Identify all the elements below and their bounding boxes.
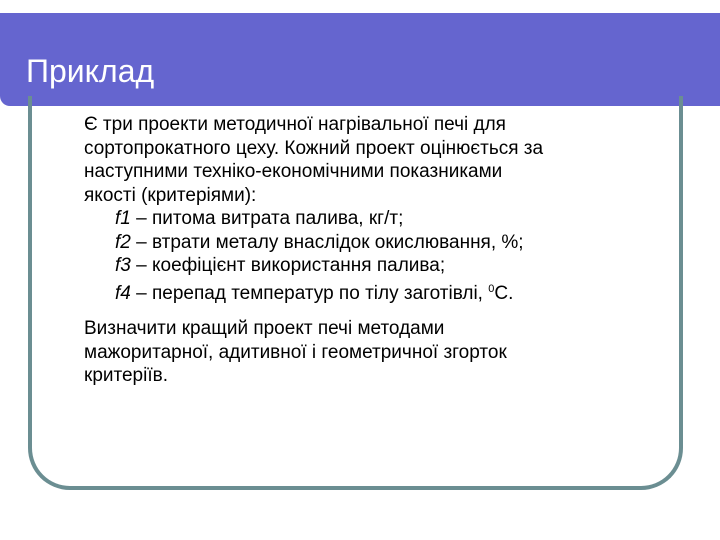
criteria-list	[84, 207, 674, 305]
criterion-text: – перепад температур по тілу заготівлі,	[130, 282, 489, 304]
criterion-symbol: f3	[115, 255, 131, 276]
criterion-text: – коефіцієнт використання палива;	[130, 255, 446, 276]
slide-title: Приклад	[26, 53, 155, 89]
intro-line: Є три проекти методичної нагрівальної печі для	[84, 114, 506, 135]
criterion-text: – втрати металу внаслідок окислювання, %;	[130, 231, 524, 253]
criterion-unit: С.	[494, 282, 514, 304]
task-line: критеріїв.	[84, 365, 168, 386]
task-paragraph	[84, 317, 674, 388]
criterion-item	[115, 231, 674, 255]
degree-superscript: 0	[488, 282, 495, 295]
intro-line: якості (критеріями):	[84, 184, 257, 206]
criterion-item	[115, 207, 674, 231]
criterion-symbol: f4	[115, 282, 131, 304]
intro-line: сортопрокатного цеху. Кожний проект оцінюється за	[84, 137, 544, 159]
slide-body	[84, 113, 674, 388]
intro-line: наступними техніко-економічними показниками	[84, 161, 503, 182]
criterion-text: – питома витрата палива, кг/т;	[130, 208, 404, 229]
spacer	[84, 305, 674, 317]
title-bar	[0, 13, 720, 106]
criterion-item	[115, 278, 674, 306]
task-line: мажоритарної, адитивної і геометричної згорток	[84, 341, 507, 363]
intro-paragraph	[84, 113, 674, 207]
criterion-symbol: f1	[115, 208, 131, 229]
task-line: Визначити кращий проект печі методами	[84, 318, 445, 339]
criterion-symbol: f2	[115, 231, 131, 253]
criterion-item	[115, 254, 674, 278]
